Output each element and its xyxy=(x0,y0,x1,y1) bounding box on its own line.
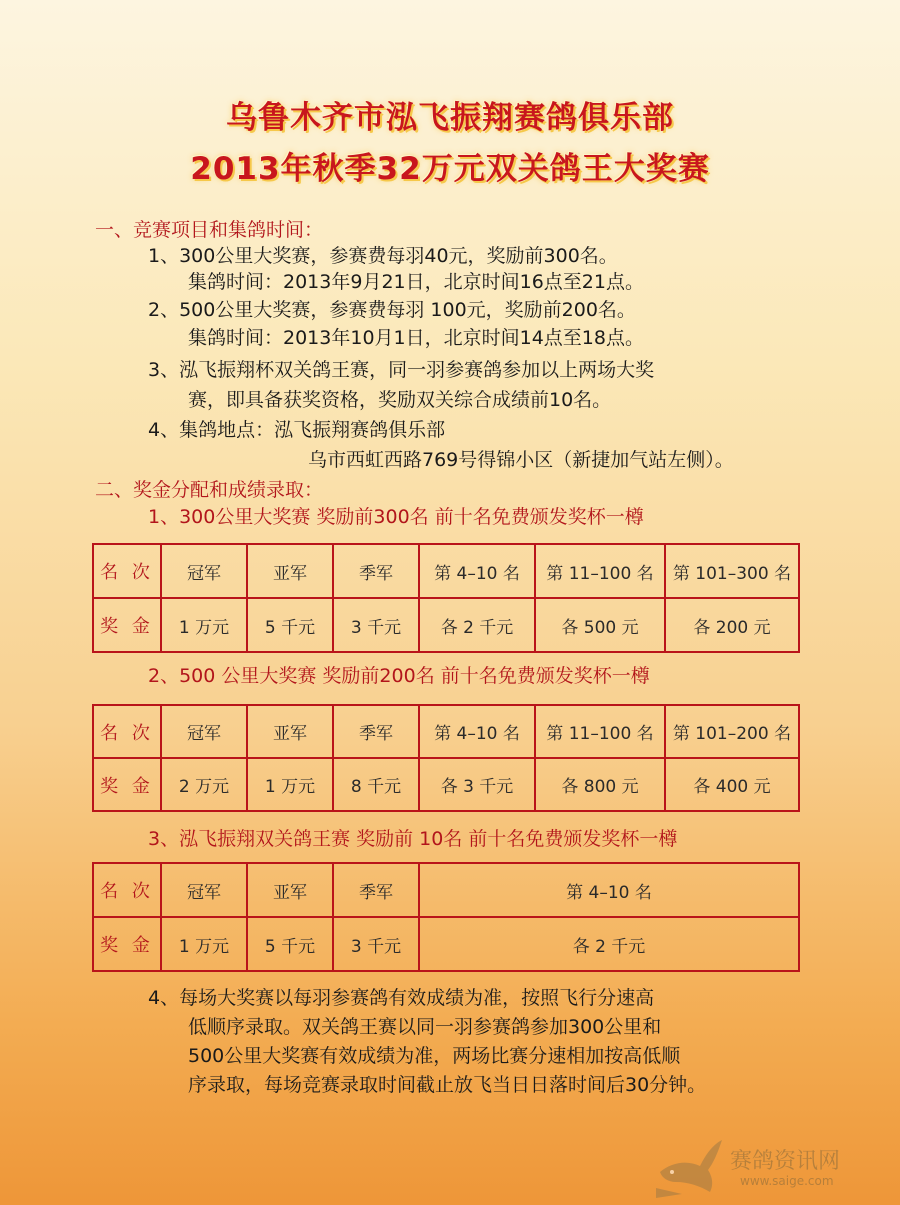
rank-cell: 第 4–10 名 xyxy=(419,705,535,758)
pigeon-logo-icon xyxy=(652,1132,732,1202)
section1-item3-b: 赛，即具备获奖资格，奖励双关综合成绩前10名。 xyxy=(188,389,612,411)
section1-item1-time: 集鸽时间：2013年9月21日，北京时间16点至21点。 xyxy=(188,271,644,293)
section1-heading: 一、竞赛项目和集鸽时间： xyxy=(95,219,324,241)
page-title-line1: 乌鲁木齐市泓飞振翔赛鸽俱乐部 xyxy=(226,100,674,136)
prize-table-500km xyxy=(92,704,800,812)
rank-cell: 第 11–100 名 xyxy=(535,544,665,598)
section1-item1: 1、300公里大奖赛，参赛费每羽40元，奖励前300名。 xyxy=(148,245,618,267)
section2-item4-b: 低顺序录取。双关鸽王赛以同一羽参赛鸽参加300公里和 xyxy=(188,1016,662,1038)
table-row-prizes xyxy=(93,598,799,652)
prize-cell: 5 千元 xyxy=(247,917,333,971)
page-title-line2: 2013年秋季32万元双关鸽王大奖赛 xyxy=(190,151,710,187)
section2-item4-d: 序录取，每场竞赛录取时间截止放飞当日日落时间后30分钟。 xyxy=(188,1074,707,1096)
prize-label: 奖 金 xyxy=(93,598,161,652)
table-row-ranks xyxy=(93,544,799,598)
prize-cell: 各 2 千元 xyxy=(419,598,535,652)
prize-table-double xyxy=(92,862,800,972)
prize-table-300km xyxy=(92,543,800,653)
section1-item2-time: 集鸽时间：2013年10月1日，北京时间14点至18点。 xyxy=(188,327,644,349)
prize-cell: 1 万元 xyxy=(161,917,247,971)
watermark-name: 赛鸽资讯网 xyxy=(730,1149,841,1174)
table3-caption: 3、泓飞振翔双关鸽王赛 奖励前 10名 前十名免费颁发奖杯一樽 xyxy=(148,828,678,850)
rank-cell: 季军 xyxy=(333,863,419,917)
rank-cell: 亚军 xyxy=(247,863,333,917)
prize-cell: 各 400 元 xyxy=(665,758,799,811)
rank-cell: 季军 xyxy=(333,544,419,598)
prize-cell: 1 万元 xyxy=(161,598,247,652)
prize-cell: 5 千元 xyxy=(247,598,333,652)
rank-cell: 第 11–100 名 xyxy=(535,705,665,758)
section2-item4-c: 500公里大奖赛有效成绩为准，两场比赛分速相加按高低顺 xyxy=(188,1045,681,1067)
table-row-ranks xyxy=(93,863,799,917)
rank-cell: 亚军 xyxy=(247,705,333,758)
rank-label: 名 次 xyxy=(93,544,161,598)
rank-cell: 第 4–10 名 xyxy=(419,863,799,917)
prize-cell: 各 200 元 xyxy=(665,598,799,652)
prize-cell: 3 千元 xyxy=(333,598,419,652)
section2-heading: 二、奖金分配和成绩录取： xyxy=(95,479,324,501)
prize-cell: 各 2 千元 xyxy=(419,917,799,971)
prize-cell: 3 千元 xyxy=(333,917,419,971)
rank-label: 名 次 xyxy=(93,863,161,917)
table-row-prizes xyxy=(93,917,799,971)
table2-caption: 2、500 公里大奖赛 奖励前200名 前十名免费颁发奖杯一樽 xyxy=(148,665,650,687)
rank-cell: 第 101–300 名 xyxy=(665,544,799,598)
table-row-ranks xyxy=(93,705,799,758)
rank-label: 名 次 xyxy=(93,705,161,758)
section2-item4-a: 4、每场大奖赛以每羽参赛鸽有效成绩为准，按照飞行分速高 xyxy=(148,987,655,1009)
watermark-url: www.saige.com xyxy=(740,1174,834,1188)
prize-cell: 8 千元 xyxy=(333,758,419,811)
prize-label: 奖 金 xyxy=(93,758,161,811)
rank-cell: 亚军 xyxy=(247,544,333,598)
rank-cell: 冠军 xyxy=(161,544,247,598)
prize-cell: 各 800 元 xyxy=(535,758,665,811)
rank-cell: 冠军 xyxy=(161,863,247,917)
section1-item4-a: 4、集鸽地点：泓飞振翔赛鸽俱乐部 xyxy=(148,419,446,441)
rank-cell: 第 101–200 名 xyxy=(665,705,799,758)
section1-item2: 2、500公里大奖赛，参赛费每羽 100元，奖励前200名。 xyxy=(148,299,636,321)
section1-item4-b: 乌市西虹西路769号得锦小区（新捷加气站左侧）。 xyxy=(308,449,734,471)
rank-cell: 季军 xyxy=(333,705,419,758)
prize-cell: 2 万元 xyxy=(161,758,247,811)
prize-cell: 1 万元 xyxy=(247,758,333,811)
prize-cell: 各 500 元 xyxy=(535,598,665,652)
rank-cell: 冠军 xyxy=(161,705,247,758)
prize-cell: 各 3 千元 xyxy=(419,758,535,811)
watermark xyxy=(652,1132,872,1202)
table-row-prizes xyxy=(93,758,799,811)
table1-caption: 1、300公里大奖赛 奖励前300名 前十名免费颁发奖杯一樽 xyxy=(148,506,644,528)
rank-cell: 第 4–10 名 xyxy=(419,544,535,598)
section1-item3-a: 3、泓飞振翔杯双关鸽王赛，同一羽参赛鸽参加以上两场大奖 xyxy=(148,359,655,381)
prize-label: 奖 金 xyxy=(93,917,161,971)
